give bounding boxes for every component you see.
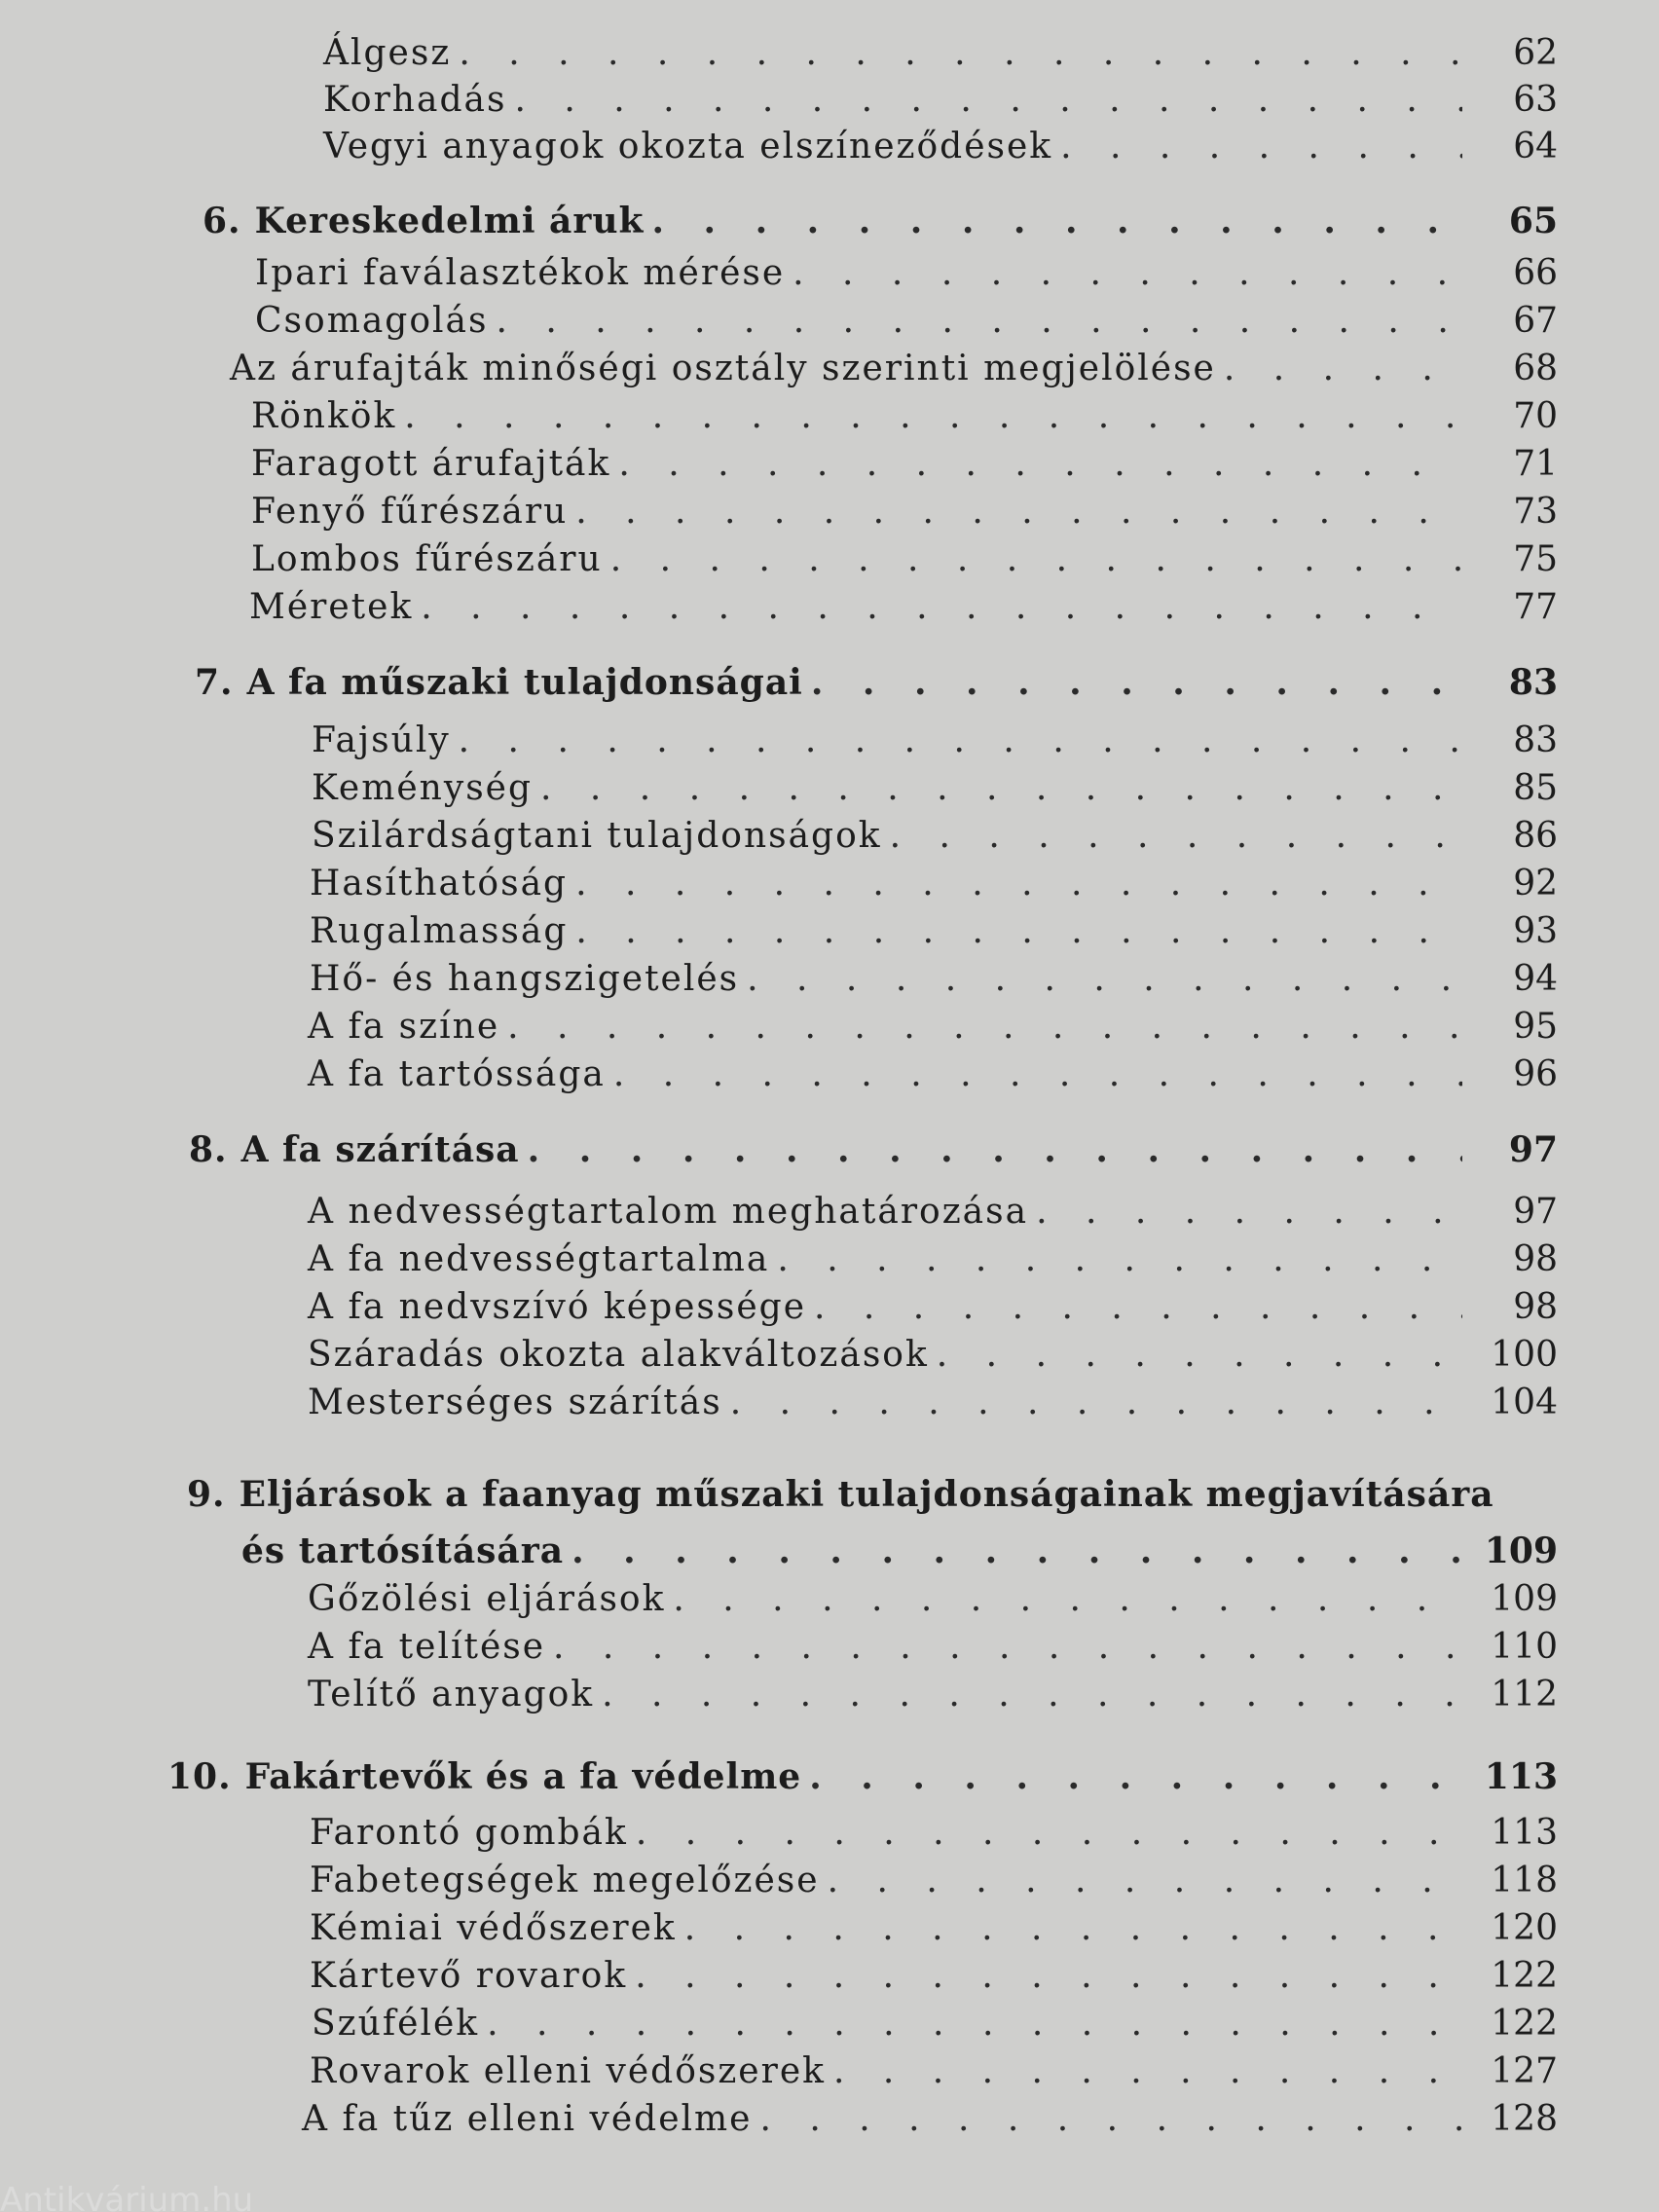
toc-entry <box>308 1382 1558 1429</box>
entry-label: Az árufajták minőségi osztály szerinti megjelölése <box>230 349 1216 388</box>
toc-entry <box>323 33 1558 80</box>
entry-page: 64 <box>1513 127 1558 166</box>
dot-leader <box>575 911 1462 951</box>
dot-leader <box>514 80 1462 120</box>
entry-page: 70 <box>1513 396 1558 436</box>
dot-leader <box>575 864 1462 903</box>
section-number: 8. <box>189 1129 228 1170</box>
dot-leader <box>730 1382 1462 1422</box>
section-number: 6. <box>203 201 241 241</box>
entry-page: 93 <box>1513 911 1558 951</box>
entry-page: 98 <box>1513 1239 1558 1279</box>
toc-entry <box>310 911 1558 958</box>
toc-entry <box>308 1579 1558 1626</box>
dot-leader <box>571 1530 1462 1571</box>
dot-leader <box>459 720 1462 760</box>
entry-page: 122 <box>1491 1956 1558 1996</box>
entry-page: 77 <box>1513 587 1558 627</box>
section-heading-9-cont <box>241 1530 1558 1577</box>
toc-entry <box>308 1627 1558 1674</box>
section-heading-7 <box>195 662 1558 709</box>
section-title: Kereskedelmi áruk <box>254 201 645 241</box>
entry-label: Farontó gombák <box>310 1813 628 1853</box>
entry-label: Mesterséges szárítás <box>308 1382 722 1422</box>
entry-page: 118 <box>1491 1861 1558 1900</box>
entry-page: 66 <box>1513 253 1558 293</box>
toc-entry <box>255 301 1558 348</box>
entry-page: 112 <box>1491 1675 1558 1714</box>
dot-leader <box>487 2004 1462 2044</box>
entry-page: 127 <box>1491 2051 1558 2091</box>
dot-leader <box>809 1756 1462 1797</box>
dot-leader <box>1036 1192 1462 1232</box>
watermark: Antikvárium.hu <box>0 2181 254 2212</box>
dot-leader <box>759 2099 1462 2139</box>
toc-entry <box>251 492 1558 538</box>
section-title-line1: Eljárások a faanyag műszaki tulajdonságainak megjavítására <box>239 1474 1494 1515</box>
entry-label: Lombos fűrészáru <box>251 539 603 579</box>
dot-leader <box>528 1129 1462 1170</box>
entry-label: Hasíthatóság <box>310 864 569 903</box>
section-page: 83 <box>1508 662 1558 703</box>
dot-leader <box>1060 127 1462 166</box>
entry-label: A fa telítése <box>308 1627 546 1667</box>
dot-leader <box>496 301 1462 341</box>
entry-page: 97 <box>1513 1192 1558 1232</box>
entry-page: 86 <box>1513 816 1558 856</box>
entry-label: Rovarok elleni védőszerek <box>310 2051 826 2091</box>
toc-entry <box>249 587 1558 634</box>
toc-entry <box>308 1239 1558 1286</box>
entry-label: Rugalmasság <box>310 911 569 951</box>
toc-entry <box>323 127 1558 173</box>
entry-label: Fenyő fűrészáru <box>251 492 569 532</box>
dot-leader <box>459 33 1462 73</box>
toc-entry <box>230 349 1558 395</box>
entry-label: A fa színe <box>308 1007 500 1047</box>
dot-leader <box>602 1675 1462 1714</box>
section-page: 97 <box>1508 1129 1558 1170</box>
entry-label: Álgesz <box>323 33 452 73</box>
dot-leader <box>684 1908 1462 1948</box>
section-number: 9. <box>187 1474 226 1515</box>
dot-leader <box>636 1813 1462 1853</box>
entry-page: 95 <box>1513 1007 1558 1047</box>
toc-entry <box>308 1054 1558 1101</box>
section-heading-8 <box>189 1129 1558 1176</box>
entry-page: 83 <box>1513 720 1558 760</box>
dot-leader <box>613 1054 1462 1094</box>
entry-page: 67 <box>1513 301 1558 341</box>
entry-label: Kártevő rovarok <box>310 1956 628 1996</box>
section-heading-6 <box>203 201 1558 247</box>
toc-entry <box>310 864 1558 910</box>
toc-entry <box>310 1813 1558 1860</box>
entry-label: Vegyi anyagok okozta elszíneződések <box>323 127 1053 166</box>
entry-page: 75 <box>1513 539 1558 579</box>
toc-entry <box>251 396 1558 443</box>
toc-entry <box>310 1908 1558 1955</box>
toc-entry <box>310 2051 1558 2098</box>
entry-page: 71 <box>1513 444 1558 484</box>
entry-label: Hő- és hangszigetelés <box>310 959 740 999</box>
dot-leader <box>937 1335 1462 1375</box>
entry-label: Gőzölési eljárások <box>308 1579 666 1619</box>
dot-leader <box>833 2051 1462 2091</box>
dot-leader <box>793 253 1462 293</box>
section-heading-9 <box>187 1474 1542 1521</box>
entry-label: Korhadás <box>323 80 507 120</box>
toc-entry <box>308 1287 1558 1334</box>
dot-leader <box>814 1287 1462 1327</box>
toc-entry <box>312 2004 1558 2050</box>
entry-page: 104 <box>1491 1382 1558 1422</box>
dot-leader <box>828 1861 1462 1900</box>
toc-entry <box>312 768 1558 815</box>
dot-leader <box>507 1007 1462 1047</box>
section-page: 65 <box>1508 201 1558 241</box>
toc-entry <box>255 253 1558 300</box>
entry-label: Fabetegségek megelőzése <box>310 1861 820 1900</box>
dot-leader <box>404 396 1462 436</box>
toc-entry <box>251 539 1558 586</box>
dot-leader <box>673 1579 1462 1619</box>
section-page: 113 <box>1484 1756 1558 1797</box>
dot-leader <box>651 201 1462 241</box>
entry-label: Csomagolás <box>255 301 489 341</box>
toc-entry <box>310 1956 1558 2003</box>
entry-page: 96 <box>1513 1054 1558 1094</box>
dot-leader <box>777 1239 1462 1279</box>
section-title: Fakártevők és a fa védelme <box>244 1756 802 1797</box>
section-title: A fa műszaki tulajdonságai <box>246 662 803 703</box>
entry-label: A fa nedvszívó képessége <box>308 1287 807 1327</box>
section-page: 109 <box>1484 1530 1558 1571</box>
entry-label: A fa tűz elleni védelme <box>302 2099 753 2139</box>
dot-leader <box>610 539 1462 579</box>
entry-page: 94 <box>1513 959 1558 999</box>
entry-page: 63 <box>1513 80 1558 120</box>
dot-leader <box>421 587 1462 627</box>
dot-leader <box>811 662 1462 703</box>
entry-page: 98 <box>1513 1287 1558 1327</box>
entry-page: 85 <box>1513 768 1558 808</box>
entry-label: A fa nedvességtartalma <box>308 1239 770 1279</box>
toc-entry <box>308 1192 1558 1238</box>
section-title-line2: és tartósítására <box>241 1530 565 1571</box>
entry-page: 113 <box>1491 1813 1558 1853</box>
toc-entry <box>310 959 1558 1006</box>
entry-label: Kémiai védőszerek <box>310 1908 677 1948</box>
entry-label: Szúfélék <box>312 2004 480 2044</box>
entry-label: A nedvességtartalom meghatározása <box>308 1192 1029 1232</box>
entry-page: 92 <box>1513 864 1558 903</box>
entry-label: Fajsúly <box>312 720 451 760</box>
entry-label: Ipari faválasztékok mérése <box>255 253 786 293</box>
toc-entry <box>302 2099 1558 2146</box>
dot-leader <box>747 959 1462 999</box>
entry-page: 73 <box>1513 492 1558 532</box>
entry-label: A fa tartóssága <box>308 1054 606 1094</box>
section-number: 10. <box>167 1756 232 1797</box>
entry-page: 62 <box>1513 33 1558 73</box>
entry-page: 100 <box>1491 1335 1558 1375</box>
entry-label: Telítő anyagok <box>308 1675 595 1714</box>
entry-label: Szilárdságtani tulajdonságok <box>312 816 882 856</box>
dot-leader <box>890 816 1462 856</box>
toc-entry <box>310 1861 1558 1907</box>
entry-label: Keménység <box>312 768 534 808</box>
entry-page: 110 <box>1491 1627 1558 1667</box>
toc-entry <box>308 1007 1558 1053</box>
toc-entry <box>312 720 1558 767</box>
entry-label: Méretek <box>249 587 414 627</box>
toc-entry <box>308 1675 1558 1721</box>
entry-page: 109 <box>1491 1579 1558 1619</box>
dot-leader <box>1224 349 1462 388</box>
entry-page: 128 <box>1491 2099 1558 2139</box>
entry-label: Száradás okozta alakváltozások <box>308 1335 929 1375</box>
dot-leader <box>540 768 1462 808</box>
entry-page: 122 <box>1491 2004 1558 2044</box>
toc-entry <box>323 80 1558 127</box>
dot-leader <box>635 1956 1462 1996</box>
entry-label: Rönkök <box>251 396 397 436</box>
dot-leader <box>575 492 1462 532</box>
entry-page: 120 <box>1491 1908 1558 1948</box>
dot-leader <box>553 1627 1462 1667</box>
toc-entry <box>312 816 1558 863</box>
toc-entry <box>308 1335 1558 1382</box>
section-number: 7. <box>195 662 234 703</box>
section-heading-10 <box>167 1756 1558 1803</box>
dot-leader <box>618 444 1462 484</box>
section-title: A fa szárítása <box>240 1129 520 1170</box>
toc-entry <box>251 444 1558 491</box>
entry-label: Faragott árufajták <box>251 444 611 484</box>
entry-page: 68 <box>1513 349 1558 388</box>
